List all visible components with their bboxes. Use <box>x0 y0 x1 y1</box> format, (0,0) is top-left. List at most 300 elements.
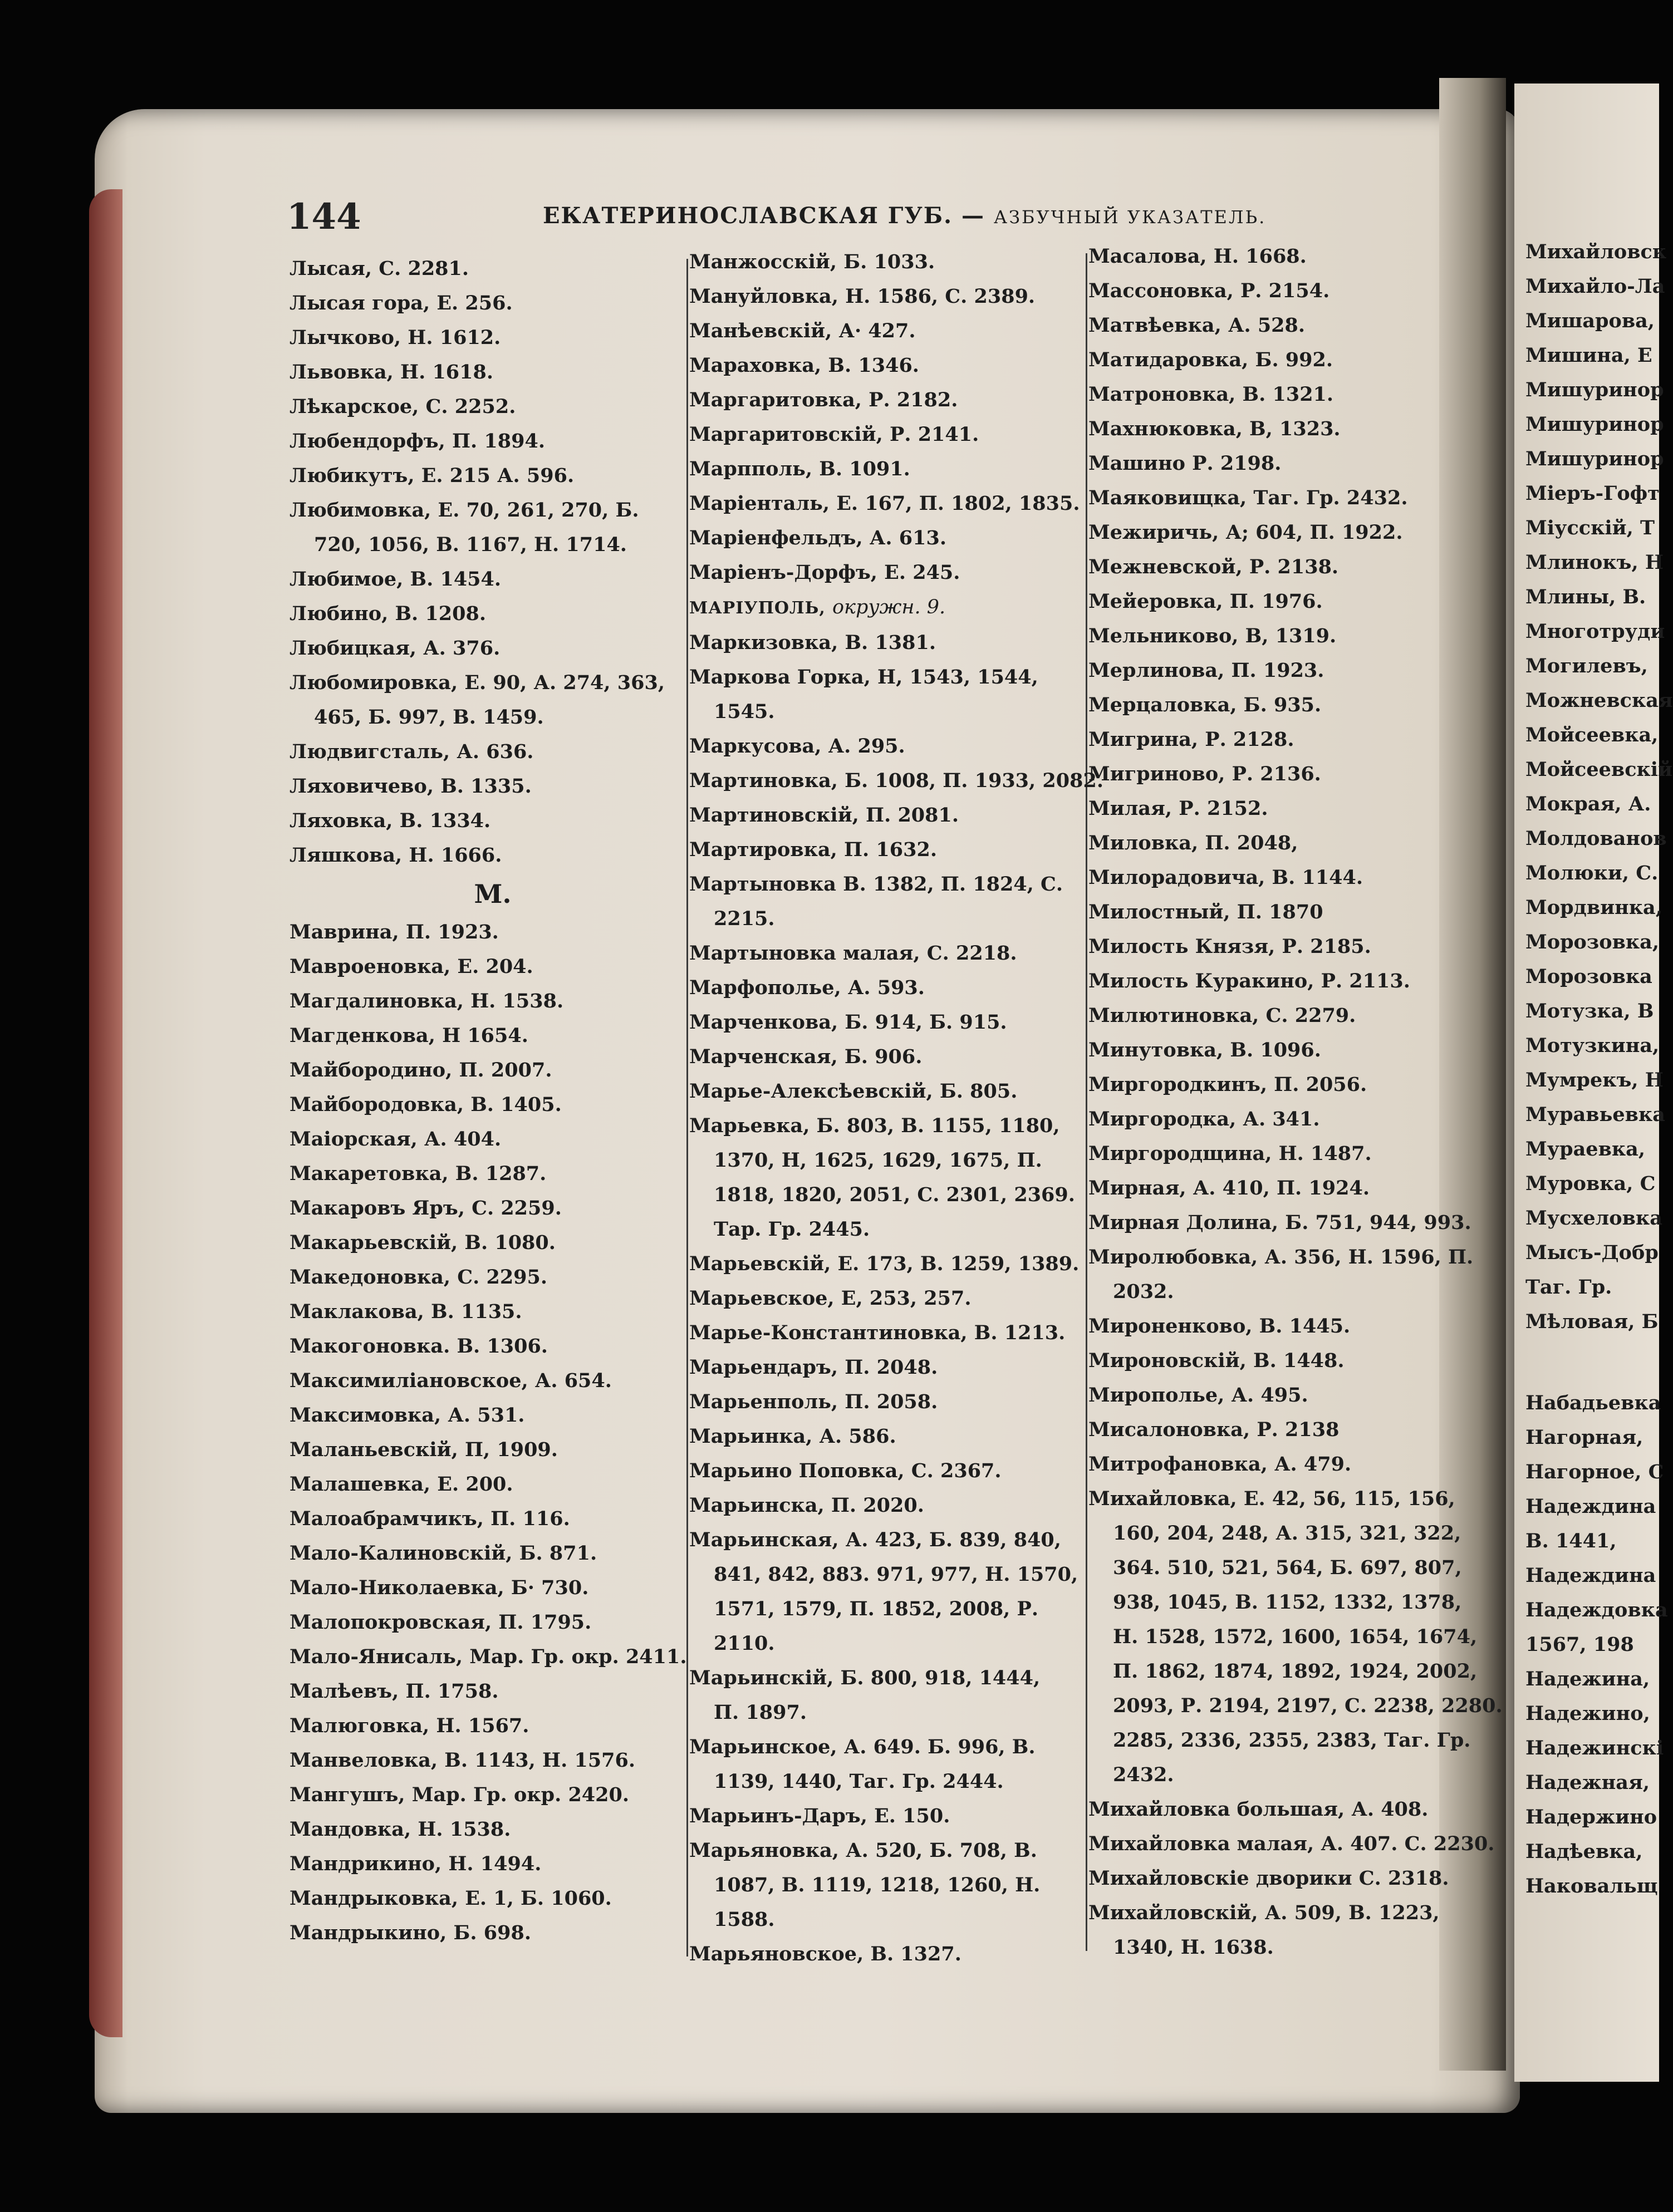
entries-l <box>290 252 696 873</box>
entry-continuation: 160, 204, 248, А. 315, 321, 322, <box>1113 1522 1461 1545</box>
entry-line: Надеждина <box>1525 1564 1656 1587</box>
entry-line: Любимое, В. 1454. <box>290 568 502 591</box>
entry-line: Милость Куракино, Р. 2113. <box>1088 970 1410 992</box>
entry-continuation: 1818, 1820, 2051, С. 2301, 2369. <box>714 1183 1075 1206</box>
entry-line: Мордвинка, <box>1525 896 1662 919</box>
entries-b <box>1525 1386 1668 1904</box>
index-entry <box>1525 1524 1659 1559</box>
index-entry <box>1088 1033 1489 1068</box>
index-entry <box>1088 377 1489 412</box>
index-entry <box>1525 684 1673 718</box>
index-entry <box>1525 1731 1664 1766</box>
index-entry <box>290 915 696 950</box>
entry-line: Мартиновскій, П. 2081. <box>689 804 959 827</box>
entries <box>1088 239 1503 1965</box>
index-entry <box>1088 1447 1489 1482</box>
page-header <box>287 196 1378 238</box>
entry-line: Малюговка, Н. 1567. <box>290 1714 529 1737</box>
index-entry <box>689 1316 1090 1350</box>
entry-line: Надежино, <box>1525 1702 1650 1725</box>
entry-continuation: Тар. Гр. 2445. <box>714 1218 870 1241</box>
index-entry <box>1525 1029 1659 1063</box>
entry-line: Михайловка, Е. 42, 56, 115, 156, <box>1088 1487 1455 1510</box>
entry-line: Мойсеевскій <box>1525 758 1673 781</box>
entry-line: Марьяновка, А. 520, Б. 708, В. <box>689 1839 1037 1862</box>
index-entry <box>689 452 1090 486</box>
index-entry <box>1525 545 1664 580</box>
entry-line: Миролюбовка, А. 356, Н. 1596, П. <box>1088 1246 1474 1269</box>
index-entry <box>290 390 696 424</box>
entry-line: Македоновка, С. 2295. <box>290 1266 548 1289</box>
entry-line: Марьендаръ, П. 2048. <box>689 1356 938 1379</box>
index-entry <box>1525 1559 1659 1593</box>
index-entry <box>1088 930 1489 964</box>
entry-line: Надежина, <box>1525 1668 1650 1690</box>
entry-line: Нагорное, С <box>1525 1461 1664 1483</box>
entry-line: Ляховка, В. 1334. <box>290 809 491 832</box>
entry-line: Маркизовка, В. 1381. <box>689 631 936 654</box>
entry-mariupol <box>689 590 1090 626</box>
index-entry <box>689 798 1090 833</box>
entry-line: Марьевское, Е, 253, 257. <box>689 1287 972 1310</box>
running-head-dash: — <box>961 203 985 229</box>
entry-line: Маклакова, В. 1135. <box>290 1300 522 1323</box>
index-entry <box>290 950 696 984</box>
index-entry <box>1088 895 1489 930</box>
entry-line: Мандовка, Н. 1538. <box>290 1818 511 1841</box>
entry-line: Мироненково, В. 1445. <box>1088 1315 1351 1338</box>
index-entry <box>1525 442 1664 476</box>
entry-line: Макарьевскій, В. 1080. <box>290 1231 556 1254</box>
index-entry <box>290 1122 696 1157</box>
entry-line: Львовка, Н. 1618. <box>290 361 494 384</box>
index-entry <box>689 936 1090 971</box>
index-entry <box>1088 1482 1503 1792</box>
entry-line: Марьинска, П. 2020. <box>689 1494 924 1517</box>
index-entry <box>290 1398 696 1433</box>
index-entry <box>1088 1068 1489 1102</box>
entry-line: Марьенполь, П. 2058. <box>689 1390 938 1413</box>
entry-line: Майбородино, П. 2007. <box>290 1059 552 1082</box>
index-entry <box>1088 1206 1489 1240</box>
entry-line: Надеждовка <box>1525 1599 1668 1621</box>
entry-line: Маланьевскій, П, 1909. <box>290 1438 558 1461</box>
entry-line: Митрофановка, А. 479. <box>1088 1453 1352 1476</box>
index-entry <box>1525 891 1662 925</box>
entry-line: Михайловск <box>1525 240 1667 263</box>
index-entry <box>1088 1240 1489 1309</box>
entry-mariupol-note: окружн. 9. <box>832 596 946 618</box>
index-entry <box>1525 1386 1659 1420</box>
entry-line: Марьино Поповка, С. 2367. <box>689 1459 1002 1482</box>
index-entry <box>1088 653 1489 688</box>
index-entry <box>290 1536 696 1571</box>
entry-line: Мураевка, <box>1525 1138 1646 1161</box>
entry-line: Мирная Долина, Б. 751, 944, 993. <box>1088 1211 1471 1234</box>
index-entry <box>290 1605 696 1640</box>
entry-line: Мумрекъ, Н <box>1525 1069 1664 1092</box>
entry-line: Мерлинова, П. 1923. <box>1088 659 1324 682</box>
index-entry <box>1088 792 1489 826</box>
entry-continuation: 720, 1056, В. 1167, Н. 1714. <box>314 533 627 556</box>
section-gap <box>1525 1339 1659 1386</box>
index-entry <box>1525 1628 1659 1662</box>
entry-line: Лѣкарское, С. 2252. <box>290 395 516 418</box>
index-entry <box>689 314 1090 348</box>
index-entry <box>689 729 1090 764</box>
entry-line: Маріенфельдъ, А. 613. <box>689 527 947 549</box>
entry-line: Миргородщина, Н. 1487. <box>1088 1142 1372 1165</box>
index-entry <box>1088 1137 1489 1171</box>
entry-line: Массоновка, Р. 2154. <box>1088 279 1330 302</box>
entry-continuation: 1139, 1440, Таг. Гр. 2444. <box>714 1770 1004 1793</box>
index-entry <box>1088 1378 1489 1413</box>
index-entry <box>689 1385 1090 1419</box>
running-head-subtitle: АЗБУЧНЫЙ УКАЗАТЕЛЬ. <box>993 207 1267 228</box>
entry-line: Марьинская, А. 423, Б. 839, 840, <box>689 1528 1061 1551</box>
entry-line: Мигрина, Р. 2128. <box>1088 728 1294 751</box>
index-column-2 <box>689 245 1104 1972</box>
entry-line: Мало-Янисаль, Мар. Гр. окр. 2411. <box>290 1645 687 1668</box>
entry-line: Марьинъ-Даръ, Е. 150. <box>689 1805 950 1827</box>
entry-line: Мараховка, В. 1346. <box>689 354 919 377</box>
entry-line: Марьинка, А. 586. <box>689 1425 896 1448</box>
entry-continuation: 2215. <box>714 907 775 930</box>
entry-line: Маврина, П. 1923. <box>290 921 499 943</box>
entry-line: Махнюковка, В, 1323. <box>1088 417 1341 440</box>
running-head-title: ЕКАТЕРИНОСЛАВСКАЯ ГУБ. <box>543 203 953 229</box>
index-entry <box>290 631 696 666</box>
index-entry <box>689 521 1090 556</box>
entry-line: Майбородовка, В. 1405. <box>290 1093 562 1116</box>
index-entry <box>290 1881 696 1916</box>
index-entry <box>689 1419 1090 1454</box>
index-entry <box>290 286 696 321</box>
index-entry <box>1088 688 1489 722</box>
index-entry <box>1525 787 1659 822</box>
index-entry <box>1088 861 1489 895</box>
index-entry <box>290 1226 696 1260</box>
entry-line: Маяковищка, Таг. Гр. 2432. <box>1088 486 1408 509</box>
entry-line: Морозовка, <box>1525 931 1660 953</box>
running-head <box>543 203 1266 229</box>
entry-line: Мавроеновка, Е. 204. <box>290 955 533 978</box>
entry-line: Михайловка большая, А. 408. <box>1088 1798 1429 1821</box>
index-entry <box>290 459 696 493</box>
entry-line: Милая, Р. 2152. <box>1088 797 1268 820</box>
entry-line: Макаровъ Яръ, С. 2259. <box>290 1197 562 1220</box>
entry-line: Макаретовка, В. 1287. <box>290 1162 547 1185</box>
index-entry <box>689 279 1090 314</box>
entry-line: Любендорфъ, П. 1894. <box>290 430 546 453</box>
index-entry <box>689 1350 1090 1385</box>
index-entry <box>1525 718 1659 753</box>
entry-mariupol-name: МАРІУПОЛЬ, <box>689 598 826 618</box>
index-entry <box>1525 822 1667 856</box>
index-entry <box>1088 481 1489 515</box>
index-entry <box>290 252 696 286</box>
index-entry <box>290 355 696 390</box>
entry-line: Мѣловая, Б <box>1525 1310 1659 1333</box>
entry-line: Маркова Горка, Н, 1543, 1544, <box>689 666 1038 689</box>
index-entry <box>1088 722 1489 757</box>
entry-continuation: 1588. <box>714 1908 775 1931</box>
entry-line: Милорадовича, В. 1144. <box>1088 866 1363 889</box>
index-entry <box>1088 515 1489 550</box>
entry-line: Мишарова, <box>1525 309 1655 332</box>
entry-continuation: 1370, Н, 1625, 1629, 1675, П. <box>714 1149 1042 1172</box>
entry-line: Надежная, <box>1525 1771 1650 1794</box>
index-entry <box>290 1088 696 1122</box>
index-entry <box>290 597 696 631</box>
index-entry <box>290 666 696 735</box>
index-entry <box>1525 1662 1659 1697</box>
entry-line: Маркусова, А. 295. <box>689 735 905 758</box>
entry-line: Мало-Калиновскій, Б. 871. <box>290 1542 597 1565</box>
letter-heading-m: М. <box>474 879 512 909</box>
index-entry <box>290 424 696 459</box>
entry-line: Мельниково, В, 1319. <box>1088 625 1337 647</box>
index-entry <box>1525 1420 1659 1455</box>
index-entry <box>1088 1413 1489 1447</box>
entry-line: Максимовка, А. 531. <box>290 1404 525 1427</box>
entry-line: Миргородкинъ, П. 2056. <box>1088 1073 1367 1096</box>
index-entry <box>689 1281 1090 1316</box>
index-entry <box>1088 1896 1489 1965</box>
index-entry <box>689 417 1090 452</box>
index-entry <box>1525 1167 1659 1201</box>
index-entry <box>1525 1490 1659 1524</box>
entry-line: Наковальщ <box>1525 1875 1658 1898</box>
entry-line: Минутовка, В. 1096. <box>1088 1039 1321 1061</box>
entry-line: Любино, В. 1208. <box>290 602 487 625</box>
entry-line: Марпполь, В. 1091. <box>689 458 910 480</box>
entry-line: Мусхеловка <box>1525 1207 1662 1230</box>
index-entry <box>1088 550 1489 584</box>
entry-line: Марченская, Б. 906. <box>689 1045 923 1068</box>
entry-line: Мартиновка, Б. 1008, П. 1933, 2082. <box>689 769 1104 792</box>
entry-line: Манѣевскій, А· 427. <box>689 319 916 342</box>
entry-line: Мандрыковка, Е. 1, Б. 1060. <box>290 1887 612 1910</box>
entry-line: Лысая, С. 2281. <box>290 257 469 280</box>
entry-line: Мандрикино, Н. 1494. <box>290 1852 542 1875</box>
index-entry <box>1088 1792 1489 1827</box>
facing-column <box>1525 235 1673 1904</box>
index-entry <box>1525 960 1659 994</box>
entry-continuation: 1340, Н. 1638. <box>1113 1936 1274 1959</box>
entry-line: Малопокровская, П. 1795. <box>290 1611 592 1634</box>
index-entry <box>1525 1697 1659 1731</box>
index-entry <box>290 1329 696 1364</box>
entry-line: Марьинское, А. 649. Б. 996, В. <box>689 1736 1036 1758</box>
entry-line: Михайловка малая, А. 407. С. 2230. <box>1088 1832 1495 1855</box>
entry-line: Мангушъ, Мар. Гр. окр. 2420. <box>290 1783 630 1806</box>
entry-line: Лысая гора, Е. 256. <box>290 292 513 314</box>
index-entry <box>290 1571 696 1605</box>
entry-line: Мало-Николаевка, Б· 730. <box>290 1576 589 1599</box>
entry-line: Любомировка, Е. 90, А. 274, 363, <box>290 671 665 694</box>
entry-line: Мишуринор <box>1525 448 1664 470</box>
index-entry <box>1525 511 1659 545</box>
entry-line: Мироновскій, В. 1448. <box>1088 1349 1345 1372</box>
index-entry <box>1525 304 1659 338</box>
entries-b <box>689 626 1104 1972</box>
entry-line: Марье-Константиновка, В. 1213. <box>689 1321 1066 1344</box>
index-entry <box>1525 649 1659 684</box>
entry-line: Милость Князя, Р. 2185. <box>1088 935 1371 958</box>
index-entry <box>1525 925 1659 960</box>
entry-line: Млины, В. <box>1525 586 1646 608</box>
index-entry <box>1088 446 1489 481</box>
index-entry <box>1525 235 1667 269</box>
entry-line: Марье-Алексѣевскій, Б. 805. <box>689 1080 1018 1103</box>
index-entry <box>689 626 1090 660</box>
index-entry <box>290 1191 696 1226</box>
entry-line: Мотузкина, <box>1525 1034 1660 1057</box>
entry-line: Могилевъ, <box>1525 655 1648 677</box>
entry-line: Любикутъ, Е. 215 А. 596. <box>290 464 575 487</box>
entry-line: Мартыновка малая, С. 2218. <box>689 942 1017 965</box>
index-entry <box>1525 1305 1659 1339</box>
entry-line: Мойсеевка, <box>1525 724 1659 746</box>
index-entry <box>290 493 696 562</box>
index-entry <box>290 769 696 804</box>
index-entry <box>290 562 696 597</box>
entry-line: Морозовка <box>1525 965 1652 988</box>
entry-continuation: 2432. <box>1113 1763 1174 1786</box>
index-entry <box>689 833 1090 867</box>
index-entry <box>1088 274 1489 308</box>
entry-line: Милостный, П. 1870 <box>1088 901 1323 923</box>
entry-line: Мерцаловка, Б. 935. <box>1088 694 1322 716</box>
index-entry <box>290 804 696 838</box>
index-entry <box>689 486 1090 521</box>
entry-line: Марьяновское, В. 1327. <box>689 1943 961 1965</box>
index-entry <box>290 1053 696 1088</box>
entry-line: Манвеловка, В. 1143, Н. 1576. <box>290 1749 636 1772</box>
entry-line: Мишина, Е <box>1525 344 1652 367</box>
entry-line: Масалова, Н. 1668. <box>1088 245 1307 268</box>
entry-line: Таг. Гр. <box>1525 1276 1612 1299</box>
index-entry <box>290 1260 696 1295</box>
index-entry <box>1525 1063 1664 1098</box>
index-entry <box>1088 1102 1489 1137</box>
index-entry <box>689 348 1090 383</box>
entry-line: Мартыновка В. 1382, П. 1824, С. <box>689 873 1063 896</box>
index-entry <box>290 1640 696 1674</box>
entry-line: Надежинскі <box>1525 1737 1664 1759</box>
index-entry <box>290 1433 696 1467</box>
index-entry <box>290 1743 696 1778</box>
index-entry <box>1088 757 1489 792</box>
index-column-3 <box>1088 239 1503 1965</box>
entry-continuation: 1545. <box>714 700 775 723</box>
entry-line: Мандрыкино, Б. 698. <box>290 1921 532 1944</box>
entry-line: Матидаровка, Б. 992. <box>1088 348 1333 371</box>
index-entry <box>689 764 1104 798</box>
index-entry <box>290 1674 696 1709</box>
index-entry <box>1525 994 1659 1029</box>
index-entry <box>1088 343 1489 377</box>
entry-continuation: 1571, 1579, П. 1852, 2008, Р. <box>714 1597 1039 1620</box>
index-entry <box>689 1523 1090 1661</box>
index-entry <box>290 838 696 873</box>
entry-line: Мокрая, А. <box>1525 793 1651 815</box>
index-entry <box>290 1019 696 1053</box>
index-entry <box>1088 619 1489 653</box>
entry-line: Молюки, С. <box>1525 862 1659 884</box>
entry-line: Надѣевка, <box>1525 1840 1643 1863</box>
entry-line: Муровка, С <box>1525 1172 1656 1195</box>
index-column-1 <box>290 252 696 1950</box>
index-entry <box>290 1502 696 1536</box>
entry-continuation: 938, 1045, В. 1152, 1332, 1378, <box>1113 1591 1462 1614</box>
index-entry <box>290 984 696 1019</box>
index-entry <box>290 1295 696 1329</box>
entry-line: Мартировка, П. 1632. <box>689 838 938 861</box>
entry-continuation: П. 1897. <box>714 1701 807 1724</box>
entry-line: Михайловскій, А. 509, В. 1223, <box>1088 1901 1440 1924</box>
entry-line: Машино Р. 2198. <box>1088 452 1282 475</box>
index-entry <box>689 556 1090 590</box>
entry-line: Мануйловка, Н. 1586, С. 2389. <box>689 285 1036 308</box>
index-entry <box>1525 1098 1665 1132</box>
entry-line: Лычково, Н. 1612. <box>290 326 501 349</box>
page-number: 144 <box>287 196 361 238</box>
entry-line: Малашевка, Е. 200. <box>290 1473 513 1496</box>
entry-line: Миргородка, А. 341. <box>1088 1108 1320 1130</box>
entry-line: Миловка, П. 2048, <box>1088 832 1298 854</box>
index-entry <box>1088 1827 1495 1861</box>
entry-line: Надеждина <box>1525 1495 1656 1518</box>
entries-a <box>1525 235 1673 1339</box>
page-edge <box>89 189 122 2037</box>
index-entry <box>1088 239 1489 274</box>
entry-line: Магдалиновка, Н. 1538. <box>290 990 564 1012</box>
entry-line: Мирная, А. 410, П. 1924. <box>1088 1177 1370 1200</box>
index-entry <box>1088 999 1489 1033</box>
index-entry <box>1088 584 1489 619</box>
entry-line: Ляховичево, В. 1335. <box>290 775 532 798</box>
index-entry <box>1525 269 1665 304</box>
index-entry <box>689 1109 1090 1247</box>
index-entry <box>1525 1869 1659 1904</box>
entry-line: Маргаритовскій, Р. 2141. <box>689 423 979 446</box>
index-entry <box>689 1040 1090 1074</box>
entry-line: Мишуринор <box>1525 413 1664 436</box>
index-entry <box>689 1730 1090 1799</box>
entry-line: Любицкая, А. 376. <box>290 637 501 660</box>
entry-continuation: П. 1862, 1874, 1892, 1924, 2002, <box>1113 1660 1478 1683</box>
index-entry <box>1088 308 1489 343</box>
index-entry <box>1525 856 1659 891</box>
entry-line: Многотруди <box>1525 620 1665 643</box>
index-entry <box>1525 753 1673 787</box>
entry-line: Муравьевка <box>1525 1103 1665 1126</box>
entry-continuation: 841, 842, 883. 971, 977, Н. 1570, <box>714 1563 1078 1586</box>
entry-line: Марченкова, Б. 914, Б. 915. <box>689 1011 1007 1034</box>
index-entry <box>1525 1800 1659 1835</box>
entry-line: Марфополье, А. 593. <box>689 976 925 999</box>
entry-line: Мирополье, А. 495. <box>1088 1384 1308 1407</box>
index-entry <box>1525 1455 1664 1490</box>
index-entry <box>689 1661 1090 1730</box>
entry-line: Маріенталь, Е. 167, П. 1802, 1835. <box>689 492 1080 515</box>
index-entry <box>1525 1766 1659 1800</box>
index-entry <box>1525 1270 1659 1305</box>
index-entry <box>689 660 1090 729</box>
index-entry <box>1525 615 1665 649</box>
